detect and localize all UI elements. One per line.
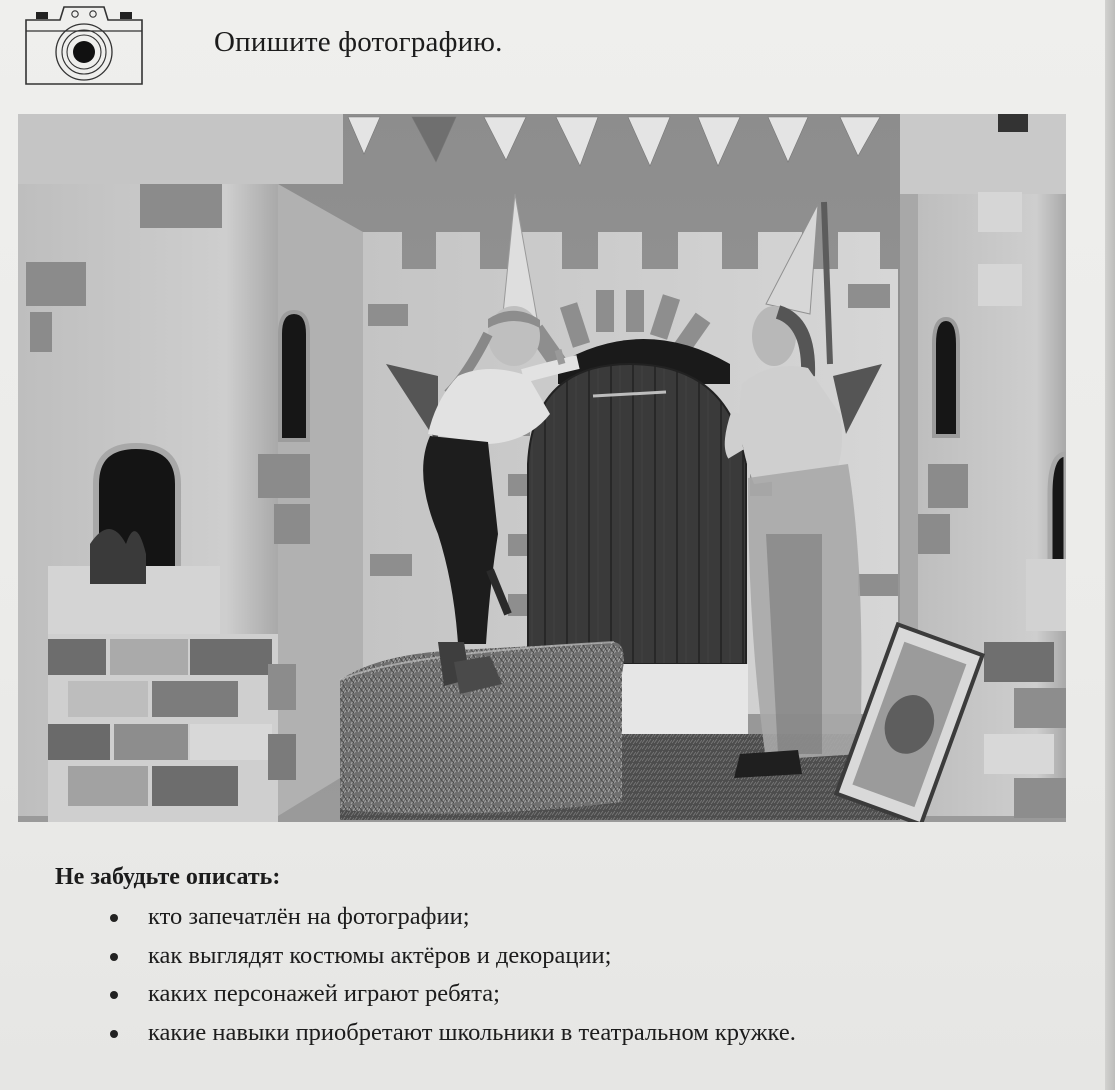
- checklist: [104, 898, 796, 1052]
- checklist-item: как выглядят костюмы актёров и декорации;: [104, 937, 796, 976]
- checklist-item: какие навыки приобретают школьники в театральном кружке.: [104, 1014, 796, 1053]
- task-title: Опишите фотографию.: [214, 26, 503, 58]
- camera-icon: [24, 4, 144, 86]
- checklist-item: каких персонажей играют ребята;: [104, 975, 796, 1014]
- theater-stage-photo: [18, 114, 1066, 822]
- checklist-item: кто запечатлён на фотографии;: [104, 898, 796, 937]
- checklist-heading: Не забудьте описать:: [55, 864, 281, 890]
- page-edge: [1105, 0, 1115, 1090]
